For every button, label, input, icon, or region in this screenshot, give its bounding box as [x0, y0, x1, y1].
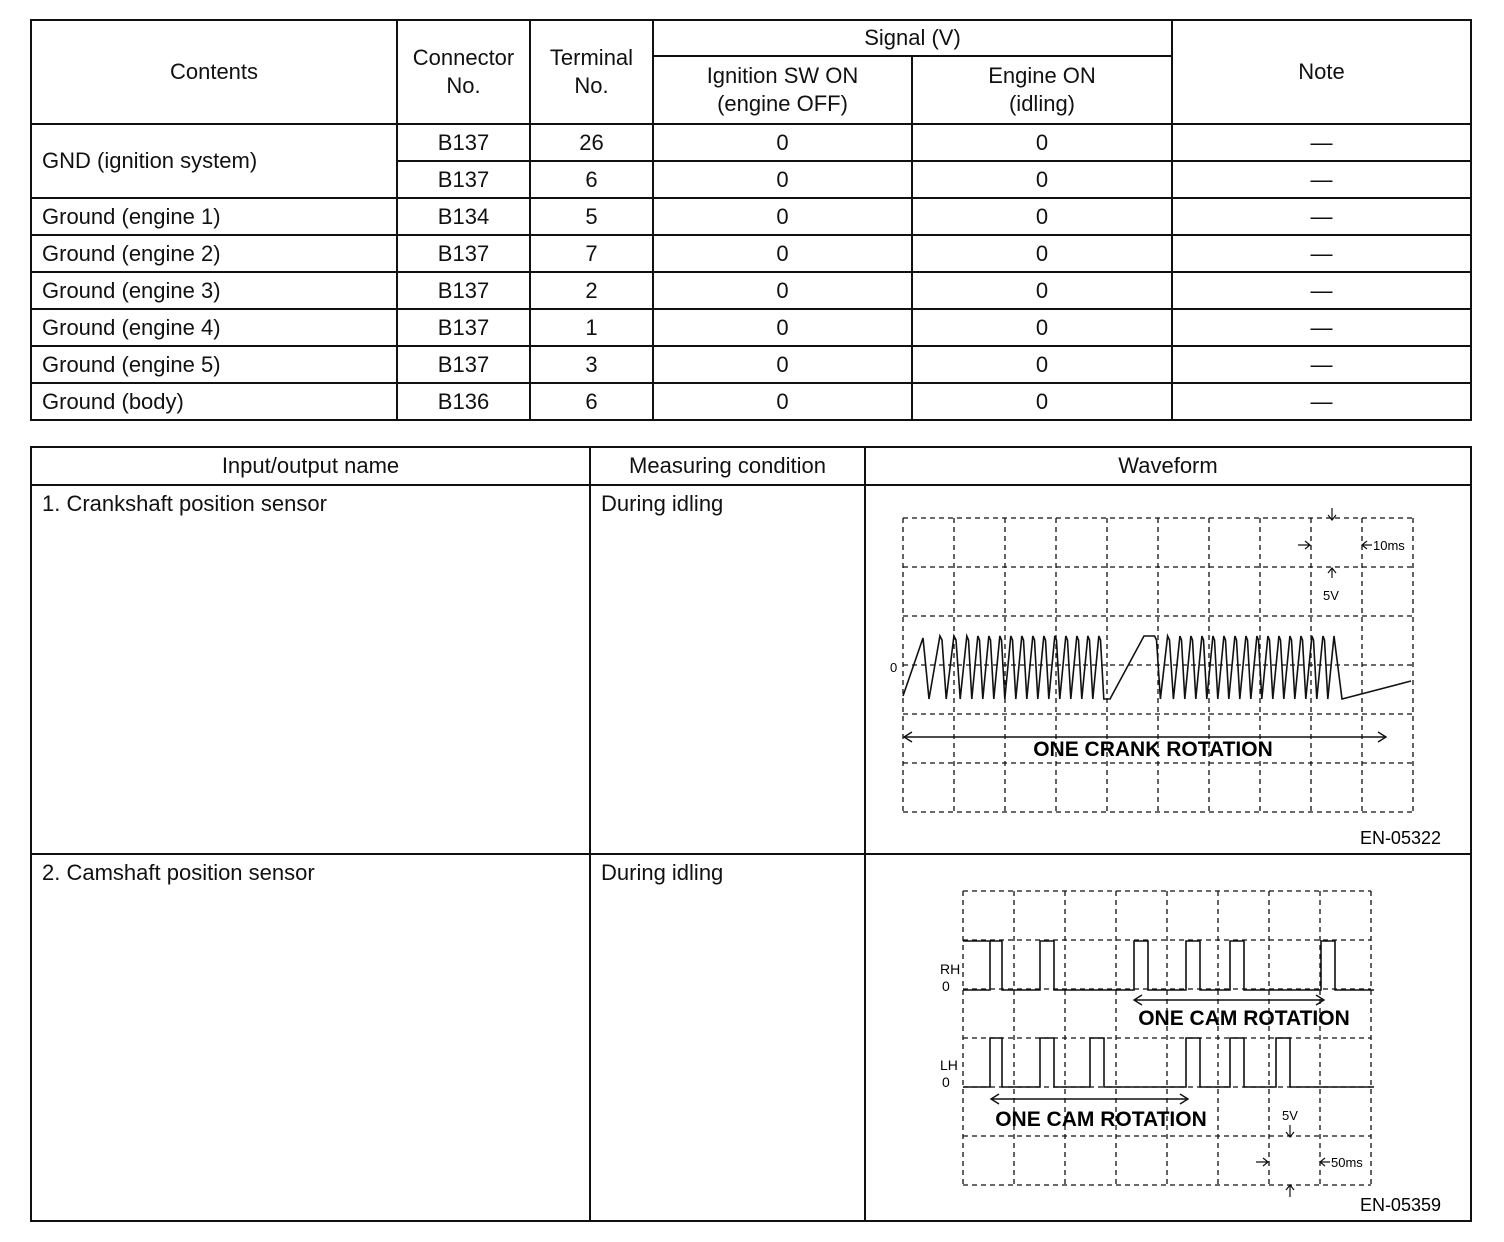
row-engine-value: 0 — [912, 235, 1172, 272]
row-ignition-value: 0 — [653, 161, 912, 198]
figure-id: EN-05359 — [1359, 1195, 1441, 1215]
row-terminal: 5 — [530, 198, 653, 235]
header-terminal: Terminal No. — [530, 20, 653, 124]
row-connector: B137 — [397, 272, 530, 309]
row-engine-value: 0 — [912, 124, 1172, 161]
figure-id: EN-05322 — [1359, 828, 1441, 848]
row-connector: B137 — [397, 309, 530, 346]
rh-rotation-label: ONE CAM ROTATION — [1138, 1007, 1350, 1030]
zero-level-label: 0 — [890, 660, 898, 675]
row-engine-value: 0 — [912, 309, 1172, 346]
lh-label: LH — [940, 1057, 958, 1073]
rotation-label: ONE CRANK ROTATION — [1033, 738, 1273, 761]
row-terminal: 26 — [530, 124, 653, 161]
row-terminal: 1 — [530, 309, 653, 346]
row-ignition-value: 0 — [653, 346, 912, 383]
cam-waveform-figure — [866, 855, 1470, 1219]
rh-zero-label: 0 — [942, 978, 950, 994]
header-connector: Connector No. — [397, 20, 530, 124]
row-engine-value: 0 — [912, 346, 1172, 383]
crank-waveform-figure — [866, 486, 1470, 852]
header-waveform: Waveform — [865, 447, 1471, 485]
row-note: — — [1172, 124, 1471, 161]
row-note: — — [1172, 309, 1471, 346]
lh-rotation-label: ONE CAM ROTATION — [995, 1108, 1207, 1131]
row-ignition-value: 0 — [653, 383, 912, 420]
row-connector: B137 — [397, 346, 530, 383]
lh-zero-label: 0 — [942, 1074, 950, 1090]
row-note: — — [1172, 272, 1471, 309]
signal-table — [30, 19, 1472, 421]
row-contents: Ground (engine 1) — [31, 198, 397, 235]
header-contents: Contents — [31, 20, 397, 124]
row-connector: B134 — [397, 198, 530, 235]
row-connector: B137 — [397, 124, 530, 161]
waveform-table — [30, 446, 1472, 1222]
header-note: Note — [1172, 20, 1471, 124]
row-contents: Ground (engine 3) — [31, 272, 397, 309]
voltage-scale-label: 5V — [1282, 1108, 1298, 1123]
row-note: — — [1172, 198, 1471, 235]
rh-signal-trace — [963, 941, 1374, 990]
time-scale-label: 50ms — [1331, 1155, 1363, 1170]
row-contents: Ground (engine 2) — [31, 235, 397, 272]
row-engine-value: 0 — [912, 383, 1172, 420]
lh-signal-trace — [963, 1038, 1374, 1087]
header-io-name: Input/output name — [31, 447, 590, 485]
row-terminal: 7 — [530, 235, 653, 272]
row-note: — — [1172, 383, 1471, 420]
row-ignition-value: 0 — [653, 272, 912, 309]
row-terminal: 2 — [530, 272, 653, 309]
voltage-scale-label: 5V — [1323, 588, 1339, 603]
time-scale-label: 10ms — [1373, 538, 1405, 553]
row-connector: B136 — [397, 383, 530, 420]
header-signal: Signal (V) — [653, 20, 1172, 56]
row-contents: Ground (engine 5) — [31, 346, 397, 383]
header-engine-on: Engine ON (idling) — [912, 56, 1172, 124]
row-connector: B137 — [397, 161, 530, 198]
row-connector: B137 — [397, 235, 530, 272]
header-ignition-sw-on: Ignition SW ON (engine OFF) — [653, 56, 912, 124]
io-name: 1. Crankshaft position sensor — [42, 491, 327, 516]
row-terminal: 6 — [530, 161, 653, 198]
row-ignition-value: 0 — [653, 309, 912, 346]
row-ignition-value: 0 — [653, 198, 912, 235]
row-terminal: 3 — [530, 346, 653, 383]
row-engine-value: 0 — [912, 272, 1172, 309]
row-ignition-value: 0 — [653, 235, 912, 272]
row-engine-value: 0 — [912, 198, 1172, 235]
measuring-condition: During idling — [601, 860, 724, 885]
row-note: — — [1172, 346, 1471, 383]
row-contents: Ground (engine 4) — [31, 309, 397, 346]
row-contents: GND (ignition system) — [31, 124, 397, 198]
row-note: — — [1172, 161, 1471, 198]
rh-label: RH — [940, 961, 961, 977]
oscilloscope-grid — [963, 891, 1371, 1185]
row-engine-value: 0 — [912, 161, 1172, 198]
header-measuring-condition: Measuring condition — [590, 447, 865, 485]
crank-signal-trace — [903, 636, 1411, 699]
row-note: — — [1172, 235, 1471, 272]
row-contents: Ground (body) — [31, 383, 397, 420]
measuring-condition: During idling — [601, 491, 724, 516]
row-ignition-value: 0 — [653, 124, 912, 161]
row-terminal: 6 — [530, 383, 653, 420]
io-name: 2. Camshaft position sensor — [42, 860, 315, 885]
